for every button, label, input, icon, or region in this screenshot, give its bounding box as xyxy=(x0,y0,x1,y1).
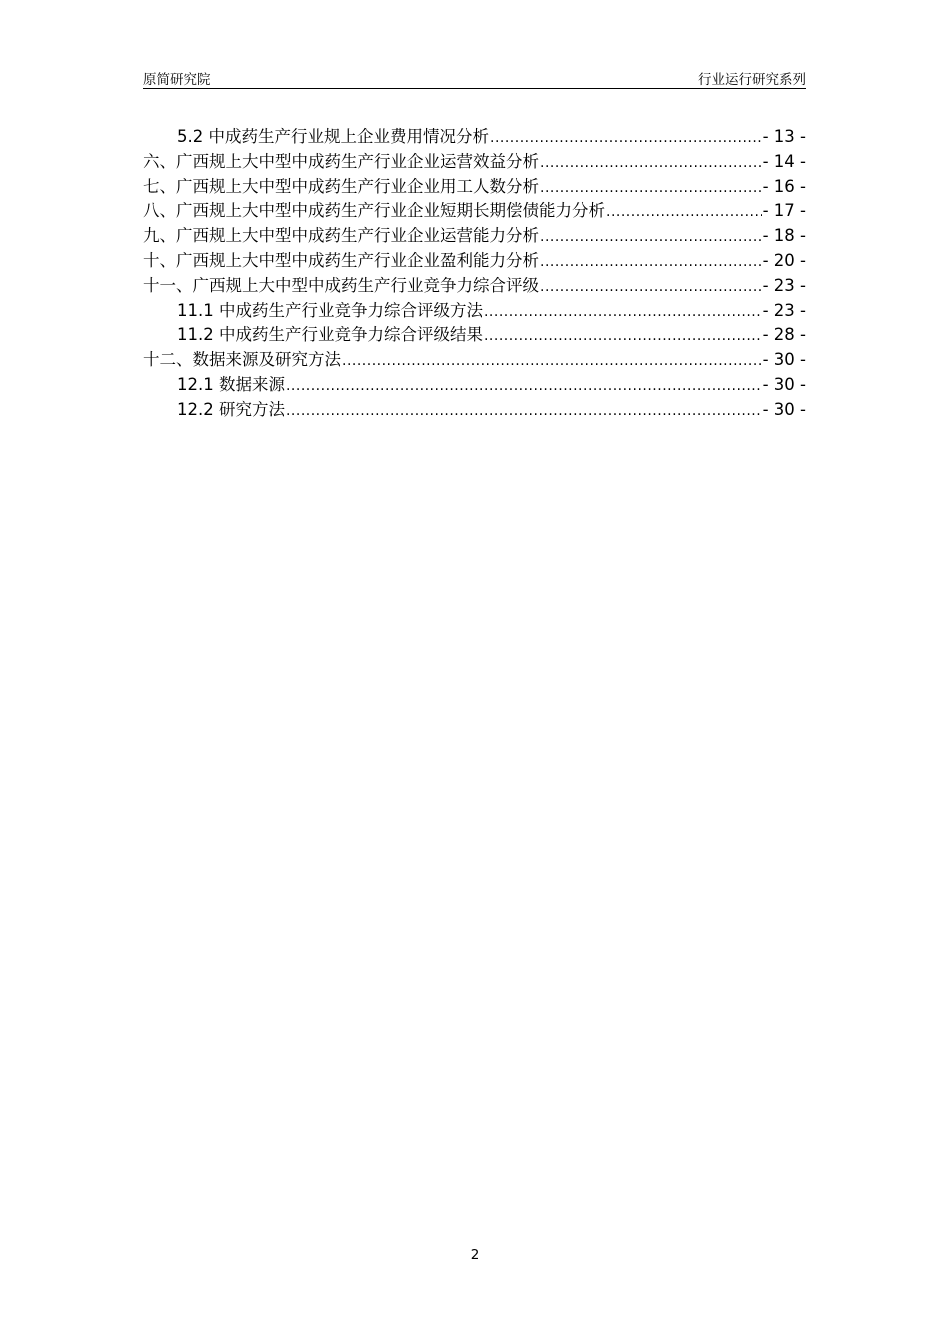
toc-dot-leader xyxy=(490,126,762,151)
toc-entry-title: 八、广西规上大中型中成药生产行业企业短期长期偿债能力分析 xyxy=(143,201,605,221)
toc-entry-page: - 30 - xyxy=(762,399,806,419)
toc-dot-leader xyxy=(540,250,762,275)
toc-entry-title: 12.1 数据来源 xyxy=(177,374,285,394)
toc-entry-page: - 30 - xyxy=(762,350,806,370)
toc-entry[interactable] xyxy=(143,249,806,274)
toc-entry-title: 十一、广西规上大中型中成药生产行业竞争力综合评级 xyxy=(143,275,539,295)
toc-entry-title: 11.1 中成药生产行业竞争力综合评级方法 xyxy=(177,300,483,320)
toc-entry-title: 11.2 中成药生产行业竞争力综合评级结果 xyxy=(177,325,483,345)
toc-entry[interactable] xyxy=(143,175,806,200)
page-header xyxy=(143,66,806,89)
toc-dot-leader xyxy=(286,374,762,399)
toc-entry-page: - 30 - xyxy=(762,374,806,394)
toc-entry-title: 九、广西规上大中型中成药生产行业企业运营能力分析 xyxy=(143,226,539,246)
toc-dot-leader xyxy=(484,324,762,349)
toc-entry-page: - 23 - xyxy=(762,275,806,295)
toc-entry-page: - 17 - xyxy=(762,201,806,221)
toc-dot-leader xyxy=(606,200,762,225)
toc-dot-leader xyxy=(342,349,762,374)
toc-dot-leader xyxy=(540,176,762,201)
toc-entry-page: - 20 - xyxy=(762,250,806,270)
page-number: 2 xyxy=(470,1247,480,1263)
toc-entry-page: - 14 - xyxy=(762,151,806,171)
toc-dot-leader xyxy=(540,151,762,176)
toc-entry[interactable] xyxy=(143,150,806,175)
header-series-title: 行业运行研究系列 xyxy=(698,72,806,88)
toc-entry-title: 七、广西规上大中型中成药生产行业企业用工人数分析 xyxy=(143,176,539,196)
toc-entry[interactable] xyxy=(143,224,806,249)
toc-dot-leader xyxy=(540,225,762,250)
toc-entry[interactable] xyxy=(143,125,806,150)
toc-entry-page: - 18 - xyxy=(762,226,806,246)
toc-entry-title: 六、广西规上大中型中成药生产行业企业运营效益分析 xyxy=(143,151,539,171)
toc-entry-title: 十二、数据来源及研究方法 xyxy=(143,350,341,370)
toc-dot-leader xyxy=(286,399,762,424)
toc-entry[interactable] xyxy=(143,299,806,324)
toc-entry[interactable] xyxy=(143,398,806,423)
toc-entry-page: - 23 - xyxy=(762,300,806,320)
toc-entry-page: - 13 - xyxy=(762,127,806,146)
toc-entry-title: 十、广西规上大中型中成药生产行业企业盈利能力分析 xyxy=(143,250,539,270)
toc-entry[interactable] xyxy=(143,199,806,224)
toc-entry[interactable] xyxy=(143,348,806,373)
table-of-contents xyxy=(143,125,806,423)
toc-entry-title: 12.2 研究方法 xyxy=(177,399,285,419)
toc-dot-leader xyxy=(540,275,762,300)
toc-entry-page: - 28 - xyxy=(762,325,806,345)
toc-entry[interactable] xyxy=(143,323,806,348)
toc-entry-page: - 16 - xyxy=(762,176,806,196)
toc-entry[interactable] xyxy=(143,274,806,299)
toc-entry[interactable] xyxy=(143,373,806,398)
header-organization: 原简研究院 xyxy=(143,72,211,88)
toc-dot-leader xyxy=(484,300,762,325)
toc-entry-title: 5.2 中成药生产行业规上企业费用情况分析 xyxy=(177,127,489,146)
